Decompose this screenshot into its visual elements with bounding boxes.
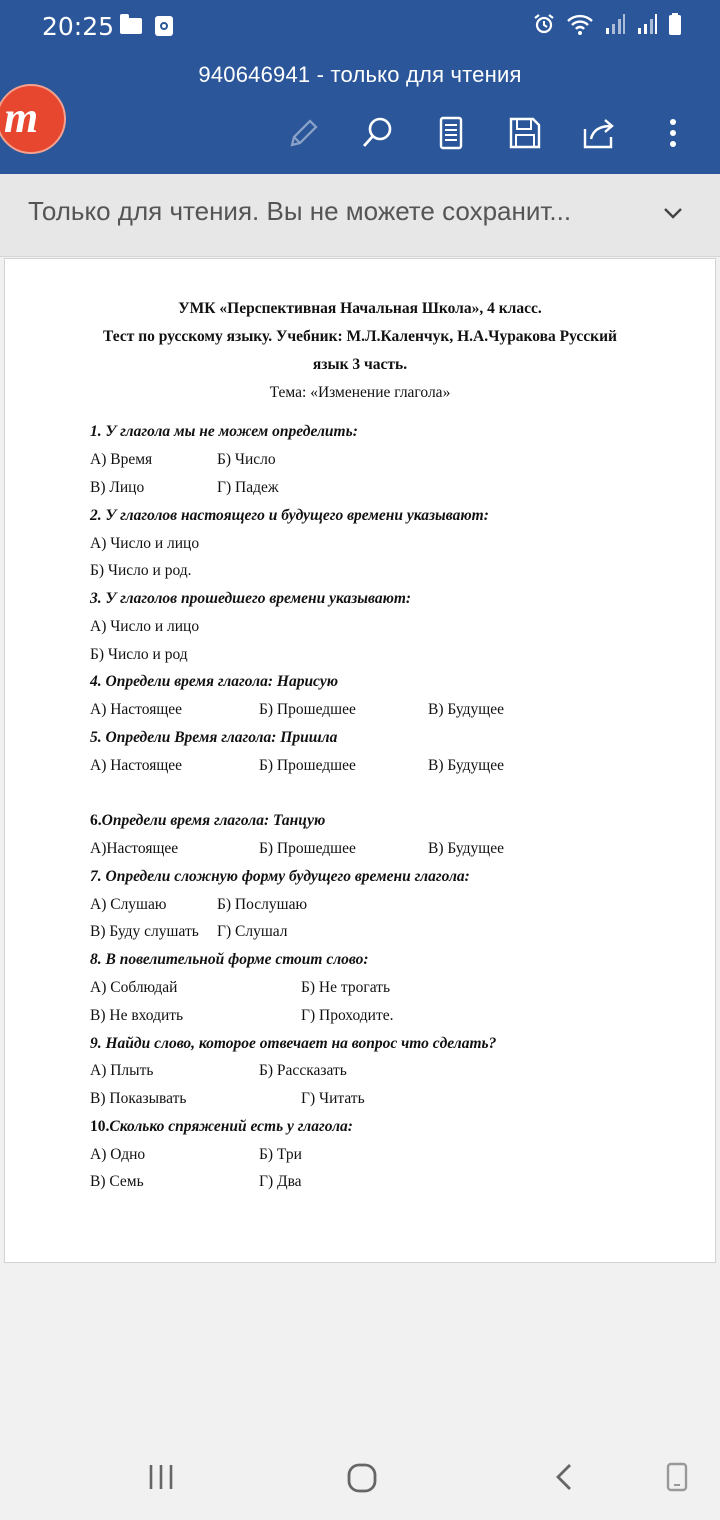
recent-apps-icon[interactable]: [146, 1462, 176, 1492]
readonly-banner[interactable]: [0, 174, 720, 257]
question-1: 1. У глагола мы не можем определить:: [90, 423, 358, 440]
folder-icon: [120, 18, 142, 34]
answer-10c: В) Семь: [90, 1173, 144, 1190]
answer-4b: Б) Прошедшее: [259, 701, 356, 718]
question-8: 8. В повелительной форме стоит слово:: [90, 951, 369, 968]
answer-1d: Г) Падеж: [217, 479, 279, 496]
answer-5a: А) Настоящее: [90, 757, 183, 774]
more-icon[interactable]: [653, 113, 693, 153]
doc-topic: Тема: «Изменение глагола»: [269, 384, 451, 401]
question-9: 9. Найди слово, которое отвечает на вопрос что сделать?: [90, 1035, 497, 1052]
signal-icon: [604, 12, 626, 36]
question-6: [90, 812, 325, 830]
back-icon[interactable]: [550, 1462, 580, 1492]
rotate-screen-icon[interactable]: [662, 1462, 692, 1492]
system-nav-bar: [0, 1436, 720, 1520]
question-6-text: Определи время глагола: Танцую: [101, 812, 326, 829]
answer-9d: Г) Читать: [301, 1090, 365, 1107]
answer-7d: Г) Слушал: [217, 923, 288, 940]
save-icon[interactable]: [505, 113, 545, 153]
answer-5b: Б) Прошедшее: [259, 757, 356, 774]
document-page[interactable]: [4, 258, 716, 1263]
answer-1a: А) Время: [90, 451, 153, 468]
answer-8c: В) Не входить: [90, 1007, 184, 1024]
doc-header-2: Тест по русскому языку. Учебник: М.Л.Каленчук, Н.А.Чуракова Русский: [103, 328, 617, 345]
answer-9b: Б) Рассказать: [259, 1062, 347, 1079]
answer-8d: Г) Проходите.: [301, 1007, 394, 1024]
app-logo-icon[interactable]: m: [0, 84, 66, 154]
pencil-icon[interactable]: [284, 113, 324, 153]
answer-6c: В) Будущее: [428, 840, 504, 857]
status-time: 20:25: [42, 12, 115, 41]
question-4: 4. Определи время глагола: Нарисую: [90, 673, 339, 690]
question-6-number: 6.: [90, 812, 102, 829]
answer-7a: А) Слушаю: [90, 896, 167, 913]
question-3: 3. У глаголов прошедшего времени указывают:: [90, 590, 412, 607]
answer-7b: Б) Послушаю: [217, 896, 308, 913]
answer-9a: А) Плыть: [90, 1062, 154, 1079]
answer-1c: В) Лицо: [90, 479, 145, 496]
status-bar: [0, 0, 720, 56]
answer-10d: Г) Два: [259, 1173, 302, 1190]
answer-3a: А) Число и лицо: [90, 618, 200, 635]
answer-9c: В) Показывать: [90, 1090, 187, 1107]
search-icon[interactable]: [357, 113, 397, 153]
answer-4c: В) Будущее: [428, 701, 504, 718]
battery-icon: [668, 12, 682, 36]
chevron-down-icon[interactable]: [662, 202, 684, 224]
answer-4a: А) Настоящее: [90, 701, 183, 718]
question-2: 2. У глаголов настоящего и будущего времени указывают:: [90, 507, 489, 524]
doc-header-3: язык 3 часть.: [312, 356, 408, 373]
document-title: 940646941 - только для чтения: [198, 62, 522, 87]
question-5: 5. Определи Время глагола: Пришла: [90, 729, 338, 746]
answer-2b: Б) Число и род.: [90, 562, 192, 579]
question-10-text: Сколько спряжений есть у глагола:: [109, 1118, 353, 1135]
answer-10a: А) Одно: [90, 1146, 146, 1163]
home-icon[interactable]: [346, 1462, 378, 1494]
question-7: 7. Определи сложную форму будущего времени глагола:: [90, 868, 470, 885]
answer-2a: А) Число и лицо: [90, 535, 200, 552]
doc-header-1: УМК «Перспективная Начальная Школа», 4 класс.: [178, 300, 542, 317]
alarm-icon: [532, 12, 556, 36]
answer-5c: В) Будущее: [428, 757, 504, 774]
share-icon[interactable]: [579, 113, 619, 153]
question-10: [90, 1118, 353, 1136]
answer-3b: Б) Число и род: [90, 646, 188, 663]
answer-7c: В) Буду слушать: [90, 923, 199, 940]
wifi-icon: [566, 12, 594, 36]
answer-6a: А)Настоящее: [90, 840, 179, 857]
answer-6b: Б) Прошедшее: [259, 840, 356, 857]
reader-icon[interactable]: [431, 113, 471, 153]
signal-icon-2: [636, 12, 658, 36]
question-10-number: 10.: [90, 1118, 110, 1135]
answer-8a: А) Соблюдай: [90, 979, 178, 996]
toolbar: [0, 113, 720, 153]
answer-1b: Б) Число: [217, 451, 276, 468]
answer-10b: Б) Три: [259, 1146, 302, 1163]
answer-8b: Б) Не трогать: [301, 979, 391, 996]
camera-icon: [155, 16, 173, 36]
readonly-banner-text: Только для чтения. Вы не можете сохранит...: [28, 196, 572, 226]
